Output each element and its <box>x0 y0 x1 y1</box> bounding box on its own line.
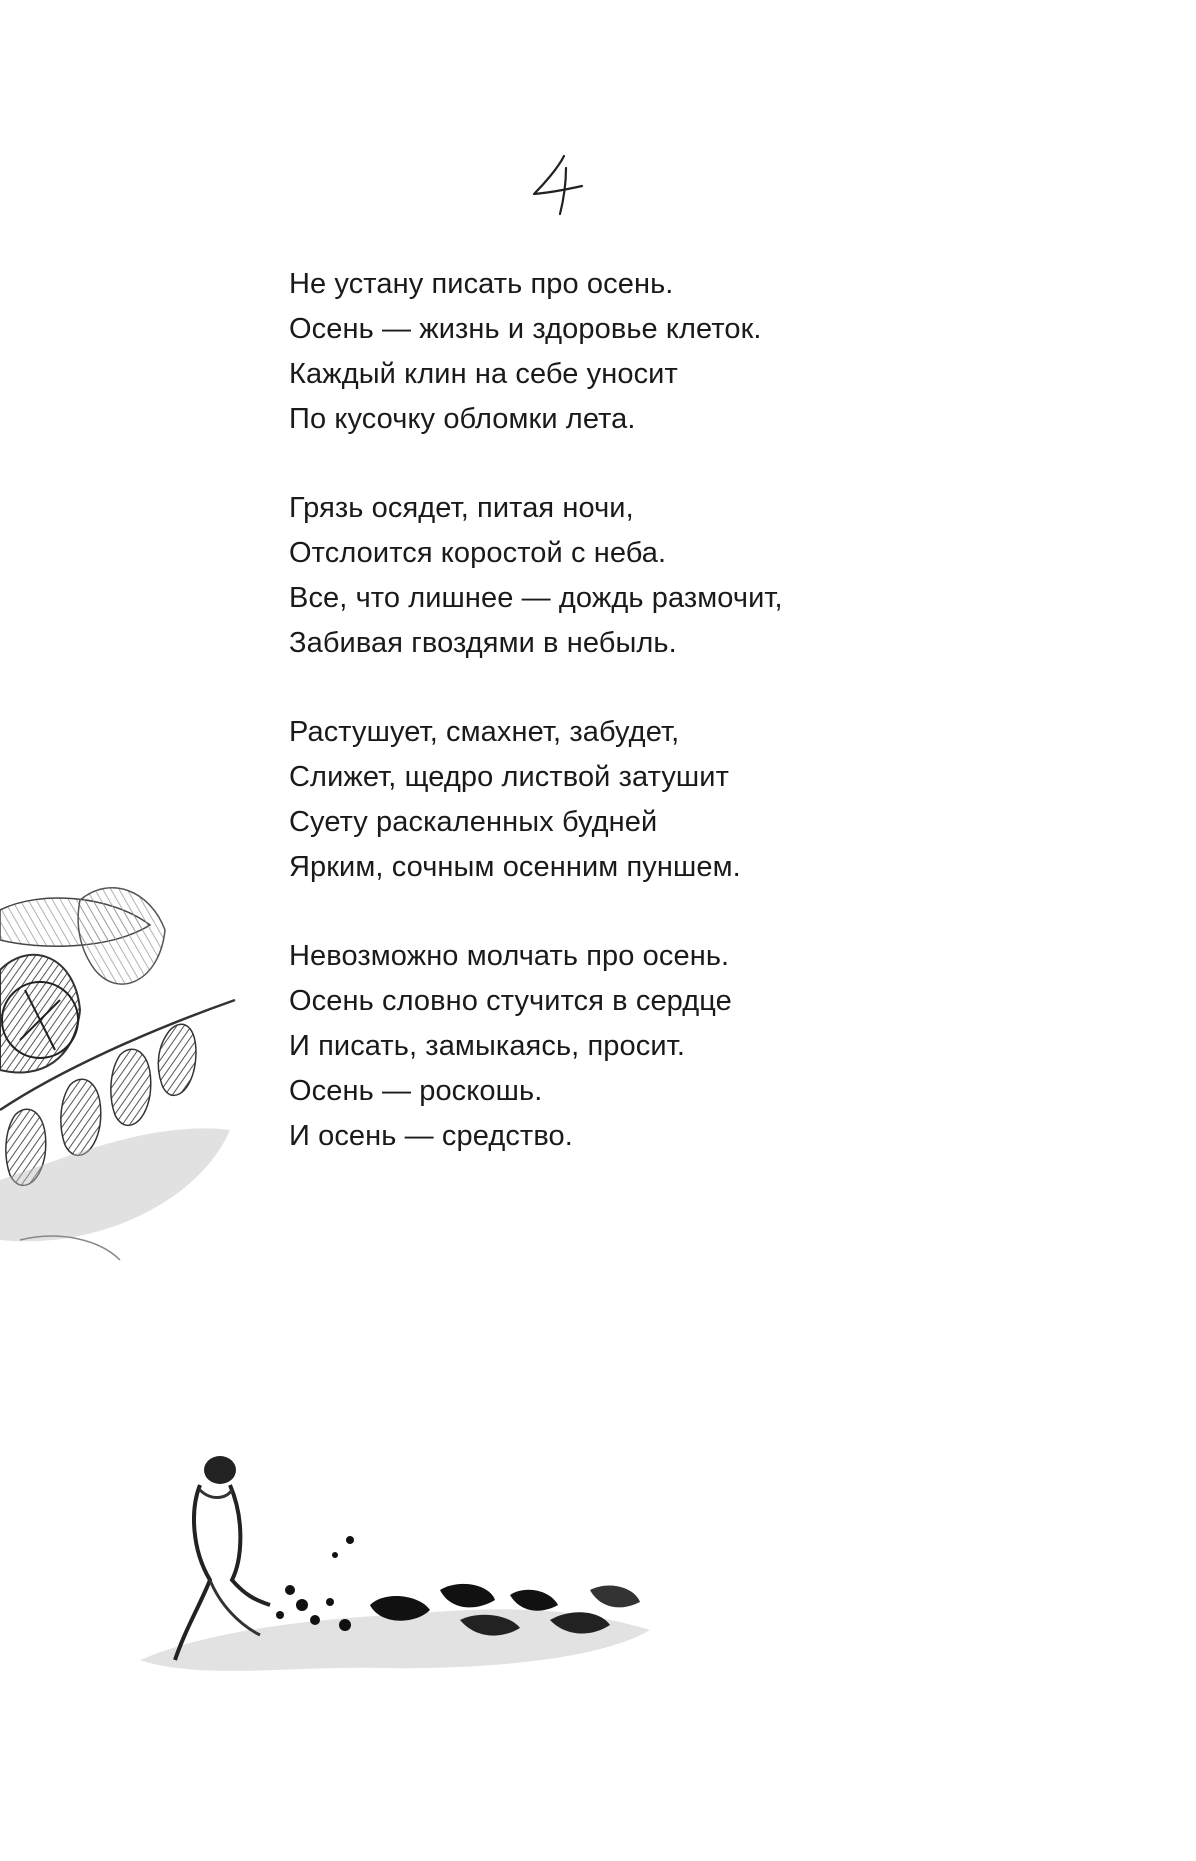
poem-line: Все, что лишнее — дождь размочит, <box>289 582 783 614</box>
figure-sitting-by-puddle-sketch-icon <box>130 1430 670 1700</box>
poem-line: Осень — роскошь. <box>289 1075 543 1107</box>
stanza-4 <box>289 934 929 1159</box>
pencil-leaves-sketch-icon <box>0 880 260 1380</box>
poem-line: Осень словно стучится в сердце <box>289 985 732 1017</box>
poem-line: Ярким, сочным осенним пуншем. <box>289 851 741 883</box>
poem-line: И писать, замыкаясь, просит. <box>289 1030 685 1062</box>
stanza-1 <box>289 262 929 442</box>
poem-line: По кусочку обломки лета. <box>289 403 636 435</box>
poem-line: Осень — жизнь и здоровье клеток. <box>289 313 762 345</box>
poem-line: Суету раскаленных будней <box>289 806 658 838</box>
stanza-3 <box>289 710 929 890</box>
stanza-2 <box>289 486 929 666</box>
poem-line: Отслоится коростой с неба. <box>289 537 667 569</box>
poem-line: Грязь осядет, питая ночи, <box>289 492 634 524</box>
poem-line: Забивая гвоздями в небыль. <box>289 627 677 659</box>
poem <box>289 262 929 1203</box>
page-number <box>520 150 600 220</box>
poem-line: И осень — средство. <box>289 1120 573 1152</box>
poem-line: Невозможно молчать про осень. <box>289 940 730 972</box>
poem-line: Растушует, смахнет, забудет, <box>289 716 680 748</box>
poem-line: Слижет, щедро листвой затушит <box>289 761 729 793</box>
poem-line: Каждый клин на себе уносит <box>289 358 678 390</box>
poem-line: Не устану писать про осень. <box>289 268 674 300</box>
